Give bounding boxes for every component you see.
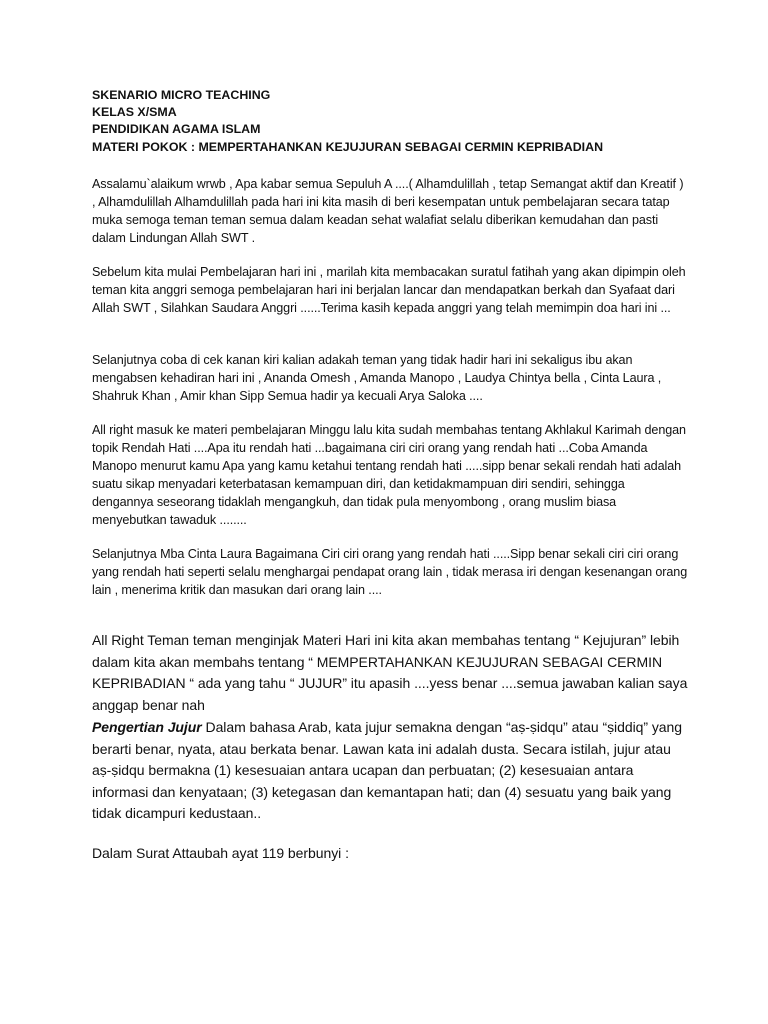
paragraph-text: Dalam Surat Attaubah ayat 119 berbunyi : [92,845,349,861]
paragraph-greeting [92,175,688,247]
paragraph-text: Selanjutnya Mba Cinta Laura Bagaimana Ciri ciri orang yang rendah hati .....Sipp benar sekali ciri ciri orang yang rendah hati seperti selalu menghargai pendapat orang lain , tidak merasa iri dengan kesenangan orang lain , menerima kritik dan masukan dari orang lain .... [92,547,688,597]
header-class: KELAS X/SMA [92,105,177,120]
definition-body: Dalam bahasa Arab, kata jujur semakna dengan “aṣ-ṣidqu” atau “ṣiddiq” yang berarti benar, nyata, atau berkata benar. Lawan kata ini adalah dusta. Secara istilah, jujur atau aṣ-ṣidqu bermakna (1) kesesuaian antara ucapan dan perbuatan; (2) kesesuaian antara informasi dan kenyataan; (3) ketegasan dan kemantapan hati; dan (4) sesuatu yang baik yang tidak dicampuri kedustaan.. [92,719,682,821]
paragraph-review [92,421,688,529]
paragraph-text: All right masuk ke materi pembelajaran Minggu lalu kita sudah membahas tentang Akhlakul Karimah dengan topik Rendah Hati ....Apa itu rendah hati ...bagaimana ciri ciri orang yang rendah hati ...Coba Amanda Manopo menurut kamu Apa yang kamu ketahui tentang rendah hati .....sipp benar sekali rendah hati adalah suatu sikap menyadari keterbatasan kemampuan diri, dan ketidakmampuan diri sendiri, sehingga dengannya seseorang tidaklah mengangkuh, dan tidak pula menyombong , orang muslim biasa menyebutkan tawaduk ........ [92,423,686,527]
paragraph-humility-traits [92,545,688,599]
paragraph-prayer [92,263,688,317]
header-title: SKENARIO MICRO TEACHING [92,88,271,102]
paragraph-verse-intro [92,843,688,865]
definition-term: Pengertian Jujur [92,719,202,735]
header-topic: MATERI POKOK : MEMPERTAHANKAN KEJUJURAN SEBAGAI CERMIN KEPRIBADIAN [92,139,604,154]
header-subject: PENDIDIKAN AGAMA ISLAM [92,122,261,137]
paragraph-attendance [92,351,688,405]
paragraph-text: Sebelum kita mulai Pembelajaran hari ini , marilah kita membacakan suratul fatihah yang akan dipimpin oleh teman kita anggri semoga pembelajaran hari ini berjalan lancar dan mendapatkan berkah dan Syafaat dari Allah SWT , Silahkan Saudara Anggri ......Terima kasih kepada anggri yang telah memimpin doa hari ini ... [92,265,686,315]
paragraph-definition [92,717,688,825]
document-header [92,87,688,156]
paragraph-text: All Right Teman teman menginjak Materi Hari ini kita akan membahas tentang “ Kejujuran” lebih dalam kita akan membahs tentang “ MEMPERTAHANKAN KEJUJURAN SEBAGAI CERMIN KEPRIBADIAN “ ada yang tahu “ JUJUR” itu apasih ....yess benar ....semua jawaban kalian saya anggap benar nah [92,632,688,713]
paragraph-text: Assalamu`alaikum wrwb , Apa kabar semua Sepuluh A ....( Alhamdulillah , tetap Semangat aktif dan Kreatif ) , Alhamdulillah Alhamdulillah pada hari ini kita masih di beri kesempatan untuk pembelajaran secara tatap muka semoga teman teman semua dalam keadan sehat walafiat selalu diberikan kemudahan dan pasti dalam Lindungan Allah SWT . [92,177,684,245]
paragraph-introduction [92,630,688,716]
paragraph-text: Selanjutnya coba di cek kanan kiri kalian adakah teman yang tidak hadir hari ini sekaligus ibu akan mengabsen kehadiran hari ini , Ananda Omesh , Amanda Manopo , Laudya Chintya bella , Cinta Laura , Shahruk Khan , Amir khan Sipp Semua hadir ya kecuali Arya Saloka .... [92,353,662,403]
